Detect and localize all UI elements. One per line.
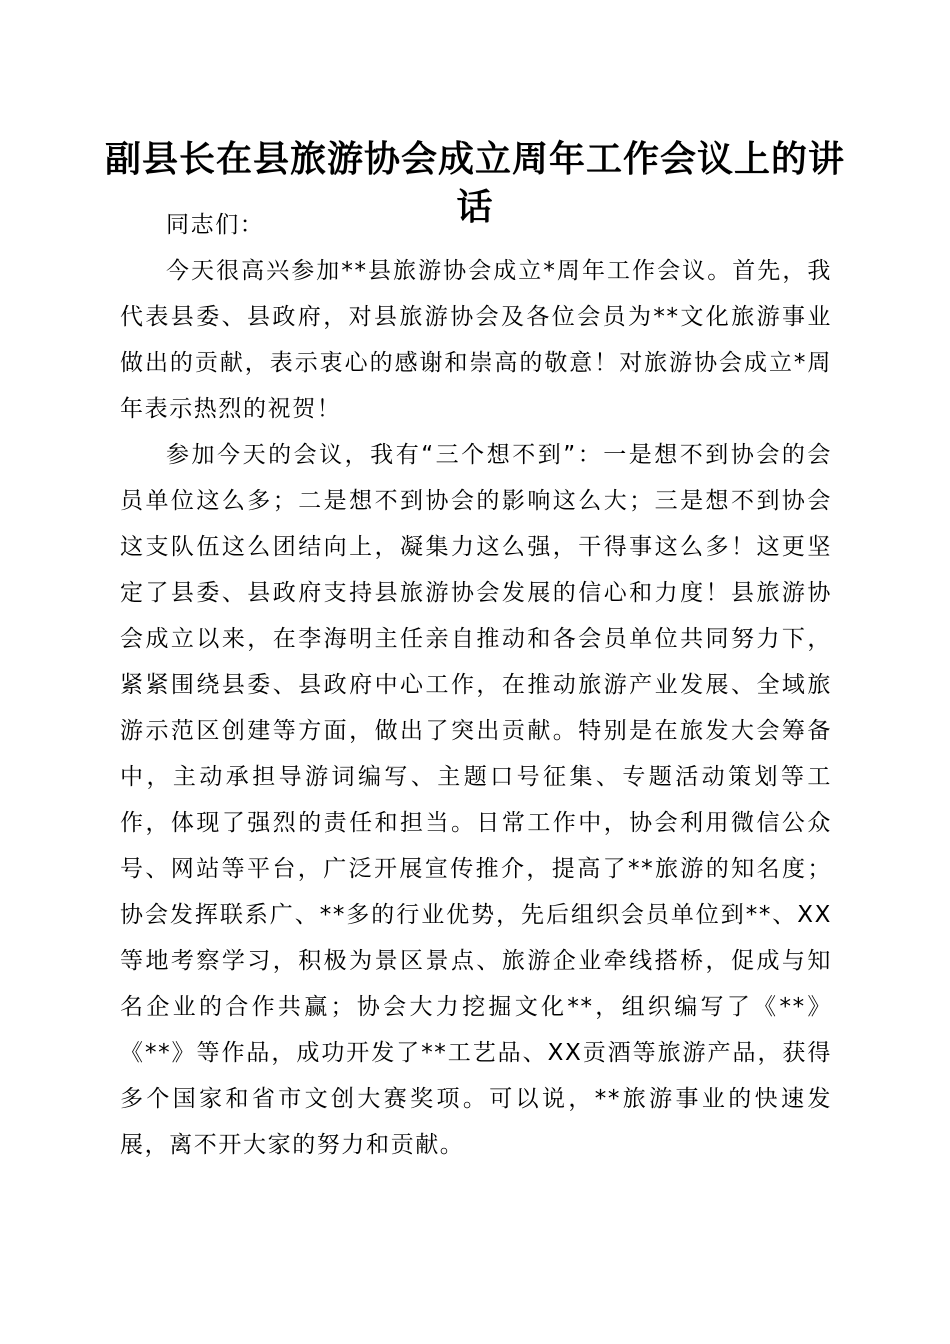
document-title: 副县长在县旅游协会成立周年工作会议上的讲话 xyxy=(104,138,845,228)
salutation: 同志们： xyxy=(166,212,265,238)
paragraph-2: 参加今天的会议，我有“三个想不到”：一是想不到协会的会员单位这么多；二是想不到协会的影响这么大；三是想不到协会这支队伍这么团结向上，凝集力这么强，干得事这么多！这更坚定了县委、县政府支持县旅游协会发展的信心和力度！县旅游协会成立以来，在李海明主任亲自推动和各会员单位共同努力下，紧紧围绕县委、县政府中心工作，在推动旅游产业发展、全域旅游示范区创建等方面，做出了突出贡献。特别是在旅发大会筹备中，主动承担导游词编写、主题口号征集、专题活动策划等工作，体现了强烈的责任和担当。日常工作中，协会利用微信公众号、网站等平台，广泛开展宣传推介，提高了**旅游的知名度；协会发挥联系广、**多的行业优势，先后组织会员单位到**、XX等地考察学习，积极为景区景点、旅游企业牵线搭桥，促成与知名企业的合作共赢；协会大力挖掘文化**，组织编写了《**》《**》等作品，成功开发了**工艺品、XX贡酒等旅游产品，获得多个国家和省市文创大赛奖项。可以说，**旅游事业的快速发展，离不开大家的努力和贡献。 xyxy=(120,442,832,1158)
document-body xyxy=(120,202,832,1168)
paragraph-1: 今天很高兴参加**县旅游协会成立*周年工作会议。首先，我代表县委、县政府，对县旅游协会及各位会员为**文化旅游事业做出的贡献，表示衷心的感谢和崇高的敬意！对旅游协会成立*周年表示热烈的祝贺！ xyxy=(120,258,832,422)
